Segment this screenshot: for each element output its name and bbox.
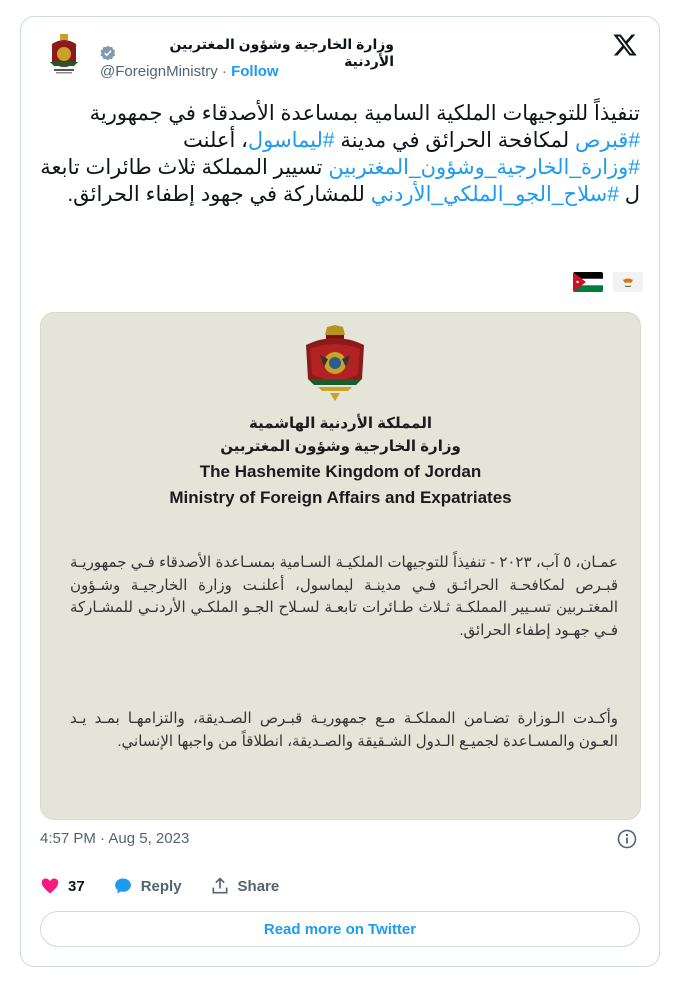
- avatar[interactable]: [38, 28, 90, 80]
- display-name[interactable]: وزارة الخارجية وشؤون المغتربين الأردنية: [169, 36, 394, 69]
- reply-label: Reply: [140, 877, 182, 895]
- jordan-flag-icon: [573, 272, 603, 292]
- media-arabic-ministry: وزارة الخارجية وشؤون المغتربين: [220, 438, 461, 455]
- share-label: Share: [237, 877, 280, 895]
- tweet-text-segment: تسيير المملكة ثلاث طائرات تابعة ل: [40, 156, 640, 206]
- handle-row: [100, 63, 279, 80]
- meta-separator: ·: [95, 830, 109, 847]
- tweet-date: Aug 5, 2023: [108, 830, 190, 847]
- media-paragraph-1: عمـان، ٥ آب، ٢٠٢٣ - تنفيذاً للتوجيهات الملكيـة السـامية بمسـاعدة الأصدقاء فـي جمهوريـة قبـرص لمكافحـة الحرائـق فـي مدينـة ليماسول، أعلنـت وزارة الخارجيـة وشـؤون المغتـربين تسـيير المملكـة ثـلاث طـائرات تابعـة لسـلاح الجـو الملكـي الأردنـي للمشـاركة فـي جهـود إطفاء الحرائق.: [70, 554, 618, 639]
- hashtag-link[interactable]: #سلاح_الجو_الملكي_الأردني: [370, 183, 619, 206]
- flag-emojis: [573, 272, 643, 292]
- hashtag-link[interactable]: #قبرص: [574, 129, 640, 152]
- cyprus-flag-icon: [613, 272, 643, 292]
- tweet-text-segment: لمكافحة الحرائق في مدينة: [334, 129, 575, 152]
- like-button[interactable]: [40, 876, 85, 896]
- coat-of-arms-icon: [300, 325, 370, 403]
- heart-icon: [40, 876, 60, 896]
- media-english-kingdom: The Hashemite Kingdom of Jordan: [199, 462, 482, 481]
- tweet-text-segment: للمشاركة في جهود إطفاء الحرائق.: [67, 183, 371, 206]
- jordan-crest-icon: [44, 32, 84, 76]
- tweet-text: [40, 100, 640, 208]
- hashtag-link[interactable]: #وزارة_الخارجية_وشؤون_المغتربين: [328, 156, 640, 179]
- follow-button[interactable]: Follow: [231, 63, 279, 80]
- hashtag-link[interactable]: #ليماسول: [247, 129, 335, 152]
- tweet-time: 4:57 PM: [40, 830, 96, 847]
- timestamp[interactable]: [40, 830, 189, 847]
- share-icon: [210, 876, 230, 896]
- media-arabic-kingdom: المملكة الأردنية الهاشمية: [249, 415, 432, 432]
- tweet-text-segment: تنفيذاً للتوجيهات الملكية السامية بمساعدة الأصدقاء في جمهورية: [89, 102, 640, 125]
- action-bar: [40, 876, 307, 896]
- info-icon[interactable]: [617, 829, 637, 849]
- account-handle[interactable]: @ForeignMinistry: [100, 63, 218, 80]
- like-count: 37: [68, 877, 85, 895]
- verified-badge-icon: [100, 45, 116, 61]
- tweet-text-segment: ، أعلنت: [183, 129, 248, 152]
- share-button[interactable]: [210, 876, 280, 896]
- x-logo-icon[interactable]: [612, 32, 638, 58]
- handle-separator: ·: [217, 63, 232, 80]
- reply-button[interactable]: [113, 876, 182, 896]
- media-paragraph-2: وأكـدت الـوزارة تضـامن المملكـة مـع جمهوريـة قبـرص الصـديقة، والتزامهـا بمـد يـد العـون والمسـاعدة لجميـع الـدول الشـقيقة والصـديقة، انطلاقاً من واجبها الإنساني.: [70, 710, 618, 750]
- read-more-button[interactable]: Read more on Twitter: [40, 911, 640, 947]
- media-english-ministry: Ministry of Foreign Affairs and Expatriates: [169, 488, 512, 507]
- reply-bubble-icon: [113, 876, 133, 896]
